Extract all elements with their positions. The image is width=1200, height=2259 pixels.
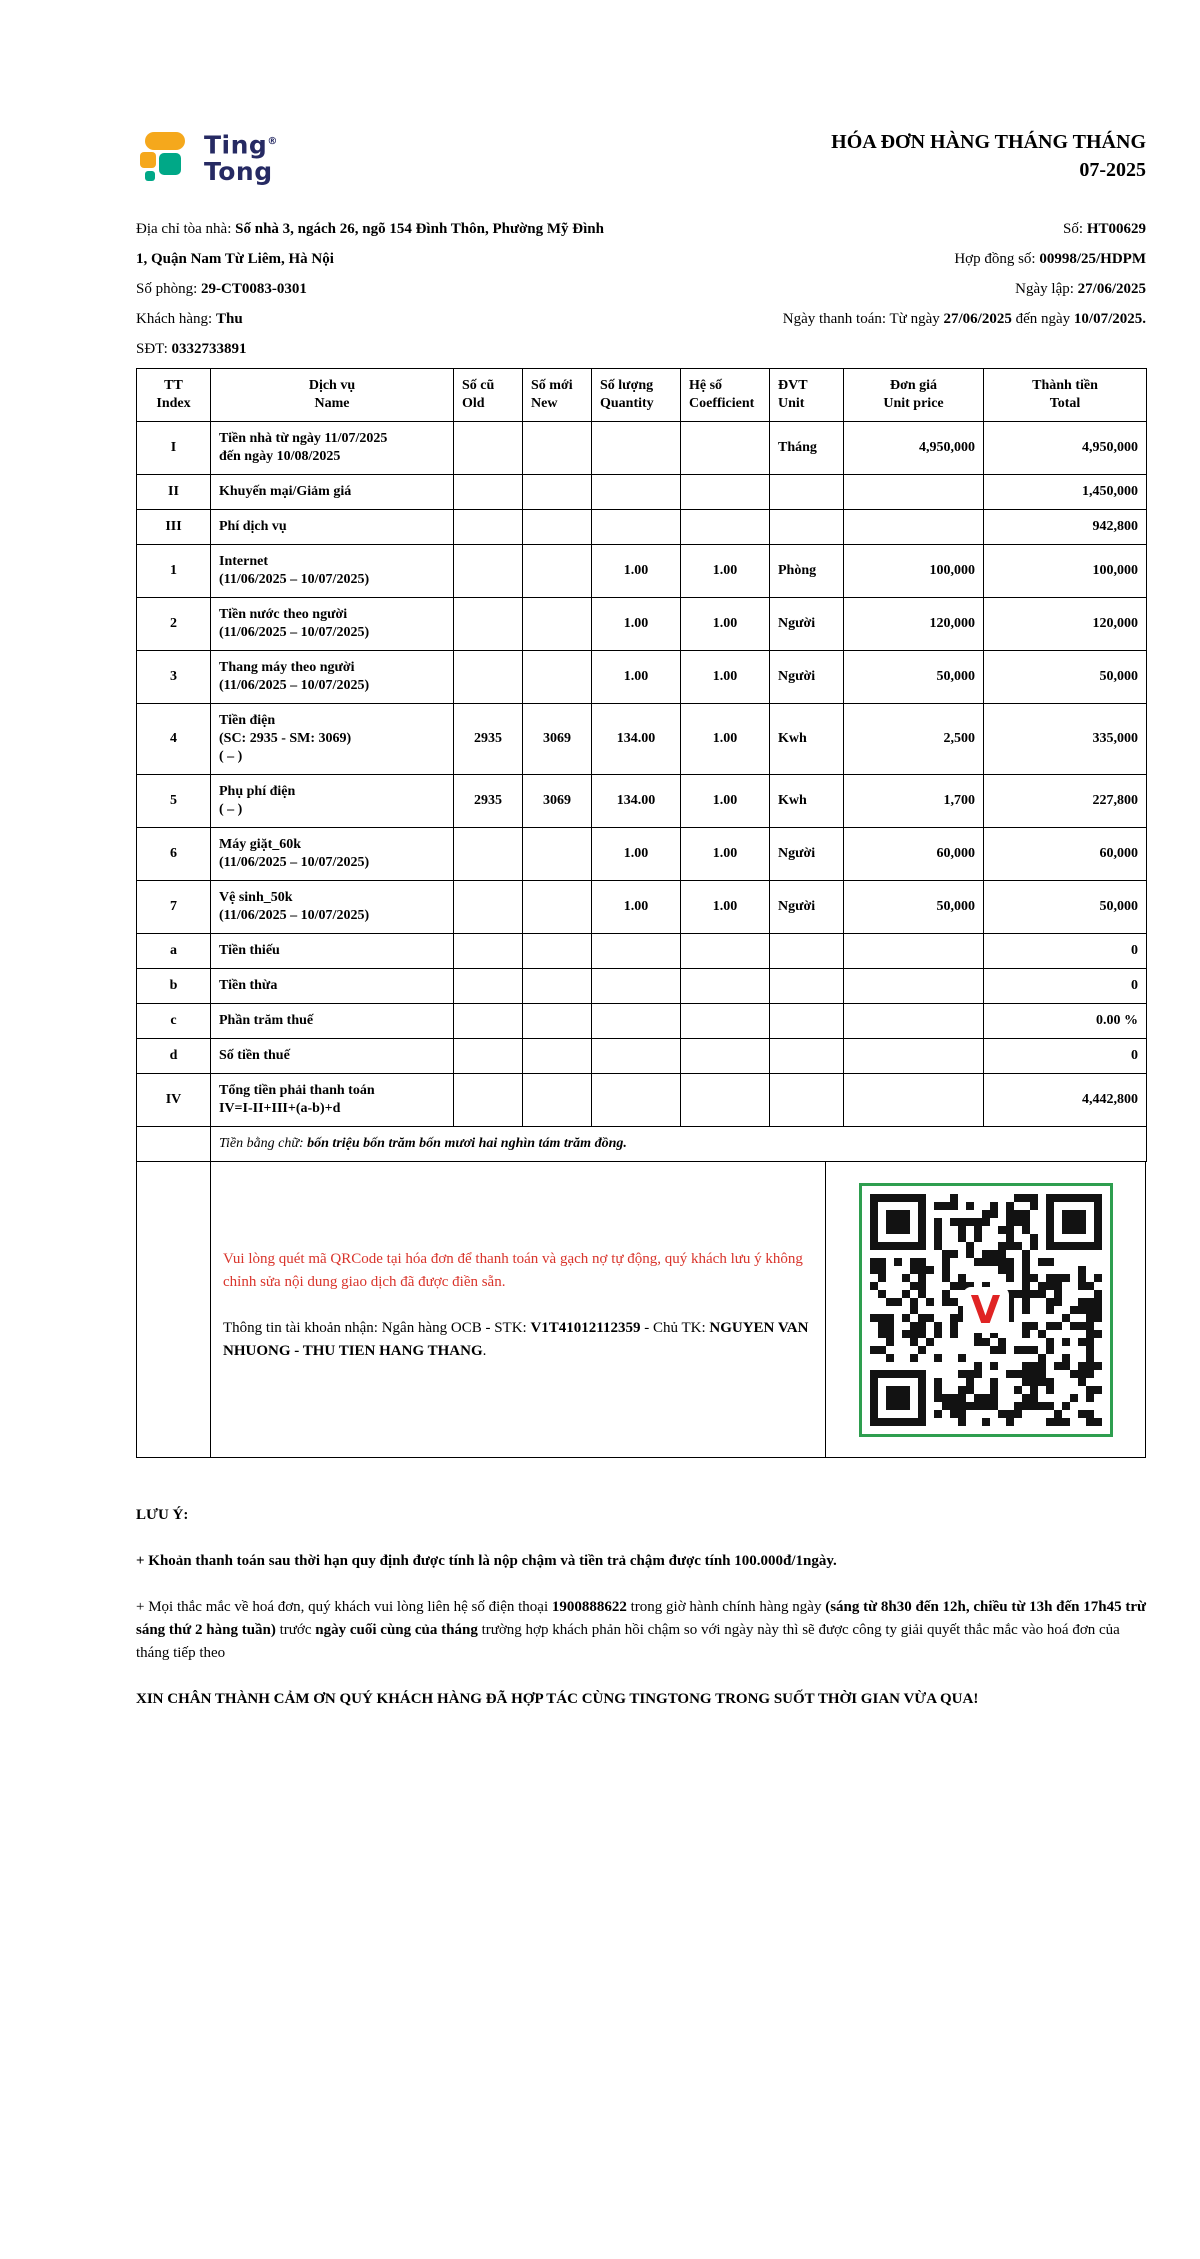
cell-unit: Phòng [770,545,844,598]
qr-cell [825,1162,1145,1457]
cell-coef: 1.00 [681,775,770,828]
cell-index: 5 [137,775,211,828]
cell-new [523,969,592,1004]
table-row [137,881,1147,934]
cell-new: 3069 [523,775,592,828]
cell-index: II [137,475,211,510]
cell-index: 1 [137,545,211,598]
cell-price [844,1074,984,1127]
column-header-total: Thành tiền Total [984,369,1147,422]
cell-qty [592,1039,681,1074]
cell-coef: 1.00 [681,598,770,651]
cell-new [523,545,592,598]
header [136,128,1146,186]
cell-index: a [137,934,211,969]
building-address: Địa chỉ tòa nhà: Số nhà 3, ngách 26, ngõ 154 Đình Thôn, Phường Mỹ Đình 1, Quận Nam Từ Liêm, Hà Nội [136,221,604,267]
cell-name: Thang máy theo người (11/06/2025 – 10/07/2025) [211,651,454,704]
cell-total: 120,000 [984,598,1147,651]
cell-total: 1,450,000 [984,475,1147,510]
tingtong-logo-icon [136,128,194,186]
cell-unit [770,1074,844,1127]
invoice-info [783,214,1146,364]
contact-note: + Mọi thắc mắc về hoá đơn, quý khách vui lòng liên hệ số điện thoại 1900888622 trong giờ hành chính hàng ngày (sáng từ 8h30 đến 12h, chiều từ 13h đến 17h45 trừ sáng thứ 2 hàng tuần) trước ngày cuối cùng của tháng trường hợp khách phản hồi chậm so với ngày này thì sẽ được công ty giải quyết thắc mắc vào hoá đơn của tháng tiếp theo [136,1599,1146,1661]
cell-unit: Tháng [770,422,844,475]
cell-coef [681,422,770,475]
table-row [137,598,1147,651]
cell-unit [770,510,844,545]
cell-qty: 1.00 [592,881,681,934]
cell-total: 50,000 [984,651,1147,704]
cell-unit [770,1004,844,1039]
cell-coef: 1.00 [681,704,770,775]
registered-mark: ® [267,136,278,148]
meta-info [136,214,1146,364]
room-number: Số phòng: 29-CT0083-0301 [136,281,307,297]
cell-price: 1,700 [844,775,984,828]
logo-text-ting: Ting® [204,130,278,160]
cell-qty: 134.00 [592,704,681,775]
cell-price [844,510,984,545]
cell-name: Tiền nước theo người (11/06/2025 – 10/07/2025) [211,598,454,651]
cell-new [523,651,592,704]
cell-name: Số tiền thuế [211,1039,454,1074]
notes-heading: LƯU Ý: [136,1507,189,1523]
cell-qty: 1.00 [592,598,681,651]
cell-price [844,969,984,1004]
cell-name: Phần trăm thuế [211,1004,454,1039]
cell-total: 4,950,000 [984,422,1147,475]
cell-price: 120,000 [844,598,984,651]
cell-old [454,510,523,545]
table-row [137,828,1147,881]
cell-qty: 1.00 [592,828,681,881]
cell-qty [592,1074,681,1127]
table-row [137,969,1147,1004]
cell-old [454,881,523,934]
table-row [137,422,1147,475]
customer-phone: SĐT: 0332733891 [136,341,247,357]
invoice-table [136,368,1147,1162]
cell-index: I [137,422,211,475]
cell-new [523,1039,592,1074]
cell-coef [681,510,770,545]
cell-price: 50,000 [844,651,984,704]
cell-name: Internet (11/06/2025 – 10/07/2025) [211,545,454,598]
cell-coef [681,1074,770,1127]
invoice-table-body [137,422,1147,1127]
cell-name: Phí dịch vụ [211,510,454,545]
logo-wordmark [204,129,278,184]
column-header-index: TT Index [137,369,211,422]
cell-qty [592,1004,681,1039]
cell-price: 2,500 [844,704,984,775]
cell-name: Tiền thừa [211,969,454,1004]
customer-name: Khách hàng: Thu [136,311,243,327]
cell-unit [770,475,844,510]
issue-date: Ngày lập: 27/06/2025 [1015,281,1146,297]
cell-qty [592,510,681,545]
cell-coef: 1.00 [681,828,770,881]
cell-name: Tiền điện (SC: 2935 - SM: 3069) ( – ) [211,704,454,775]
cell-unit: Người [770,598,844,651]
cell-price: 60,000 [844,828,984,881]
table-row [137,1039,1147,1074]
cell-qty [592,422,681,475]
cell-unit: Kwh [770,704,844,775]
column-header-new: Số mới New [523,369,592,422]
cell-old [454,1039,523,1074]
cell-unit [770,934,844,969]
cell-total: 335,000 [984,704,1147,775]
cell-name: Vệ sinh_50k (11/06/2025 – 10/07/2025) [211,881,454,934]
cell-price [844,1039,984,1074]
cell-new [523,1074,592,1127]
table-row [137,1004,1147,1039]
cell-coef [681,969,770,1004]
cell-price: 4,950,000 [844,422,984,475]
column-header-name: Dịch vụ Name [211,369,454,422]
cell-total: 0.00 % [984,1004,1147,1039]
cell-qty: 1.00 [592,651,681,704]
cell-qty: 134.00 [592,775,681,828]
cell-new [523,881,592,934]
column-header-price: Đơn giá Unit price [844,369,984,422]
table-row [137,510,1147,545]
table-row [137,545,1147,598]
cell-index [137,1127,211,1162]
cell-old [454,828,523,881]
cell-unit: Người [770,651,844,704]
cell-index: b [137,969,211,1004]
cell-unit [770,1039,844,1074]
cell-index: d [137,1039,211,1074]
cell-qty [592,969,681,1004]
cell-index: IV [137,1074,211,1127]
cell-coef [681,934,770,969]
cell-new [523,1004,592,1039]
contract-number: Hợp đồng số: 00998/25/HDPM [954,251,1146,267]
cell-old [454,475,523,510]
cell-price: 100,000 [844,545,984,598]
cell-total: 227,800 [984,775,1147,828]
qr-code [859,1183,1113,1437]
column-header-unit: ĐVT Unit [770,369,844,422]
table-row [137,475,1147,510]
late-payment-note: + Khoản thanh toán sau thời hạn quy định được tính là nộp chậm và tiền trả chậm được tính 100.000đ/1ngày. [136,1553,837,1569]
cell-name: Máy giặt_60k (11/06/2025 – 10/07/2025) [211,828,454,881]
table-row [137,651,1147,704]
cell-old [454,651,523,704]
invoice-title: HÓA ĐƠN HÀNG THÁNG THÁNG 07-2025 [831,131,1146,181]
cell-new [523,510,592,545]
qr-payment-note: Vui lòng quét mã QRCode tại hóa đơn để thanh toán và gạch nợ tự động, quý khách lưu ý không chỉnh sửa nội dung giao dịch đã được điền sẵn. [223,1251,803,1290]
cell-total: 0 [984,969,1147,1004]
payment-instructions [211,1162,825,1457]
invoice-number: Số: HT00629 [1063,221,1146,237]
cell-unit: Người [770,828,844,881]
cell-total: 0 [984,934,1147,969]
cell-old [454,1074,523,1127]
amount-in-words-row [137,1127,1147,1162]
payment-section [136,1161,1146,1458]
cell-new [523,475,592,510]
cell-price [844,934,984,969]
cell-unit: Kwh [770,775,844,828]
cell-coef: 1.00 [681,545,770,598]
cell-unit: Người [770,881,844,934]
cell-new [523,934,592,969]
cell-new [523,598,592,651]
cell-old: 2935 [454,775,523,828]
table-header-row [137,369,1147,422]
table-row [137,1074,1147,1127]
cell-price [844,475,984,510]
payment-section-index-cell [137,1162,211,1457]
cell-old [454,598,523,651]
notes [136,1504,1146,1711]
cell-new: 3069 [523,704,592,775]
payment-date-range: Ngày thanh toán: Từ ngày 27/06/2025 đến ngày 10/07/2025. [782,311,1146,327]
column-header-qty: Số lượng Quantity [592,369,681,422]
table-row [137,934,1147,969]
cell-index: 7 [137,881,211,934]
column-header-old: Số cũ Old [454,369,523,422]
cell-old [454,545,523,598]
table-row [137,704,1147,775]
cell-coef [681,475,770,510]
cell-old [454,1004,523,1039]
logo-text-tong: Tong [204,156,273,186]
cell-coef [681,1004,770,1039]
column-header-coef: Hệ số Coefficient [681,369,770,422]
cell-total: 100,000 [984,545,1147,598]
thank-you-note: XIN CHÂN THÀNH CẢM ƠN QUÝ KHÁCH HÀNG ĐÃ HỢP TÁC CÙNG TINGTONG TRONG SUỐT THỜI GIAN VỪA QUA! [136,1691,979,1707]
cell-name: Tiền thiếu [211,934,454,969]
cell-coef: 1.00 [681,881,770,934]
cell-total: 942,800 [984,510,1147,545]
cell-qty: 1.00 [592,545,681,598]
bank-account-info: Thông tin tài khoản nhận: Ngân hàng OCB - STK: V1T41012112359 - Chủ TK: NGUYEN VAN NHUONG - THU TIEN HANG THANG. [223,1320,809,1359]
cell-total: 0 [984,1039,1147,1074]
cell-name: Phụ phí điện ( – ) [211,775,454,828]
cell-total: 60,000 [984,828,1147,881]
cell-name: Tổng tiền phải thanh toán IV=I-II+III+(a-b)+d [211,1074,454,1127]
invoice-table-head [137,369,1147,422]
cell-index: 4 [137,704,211,775]
cell-coef: 1.00 [681,651,770,704]
cell-name: Khuyến mại/Giảm giá [211,475,454,510]
amount-in-words: Tiền bằng chữ: bốn triệu bốn trăm bốn mươi hai nghìn tám trăm đồng. [211,1127,1147,1162]
cell-index: c [137,1004,211,1039]
cell-price: 50,000 [844,881,984,934]
cell-new [523,422,592,475]
cell-total: 4,442,800 [984,1074,1147,1127]
cell-old: 2935 [454,704,523,775]
cell-old [454,422,523,475]
customer-info [136,214,606,364]
tingtong-logo [136,128,278,186]
cell-index: 6 [137,828,211,881]
cell-old [454,969,523,1004]
cell-total: 50,000 [984,881,1147,934]
table-row [137,775,1147,828]
cell-new [523,828,592,881]
cell-qty [592,934,681,969]
cell-name: Tiền nhà từ ngày 11/07/2025 đến ngày 10/08/2025 [211,422,454,475]
cell-old [454,934,523,969]
cell-index: 3 [137,651,211,704]
cell-index: 2 [137,598,211,651]
cell-index: III [137,510,211,545]
cell-price [844,1004,984,1039]
qr-center-logo-v: V [963,1287,1009,1333]
cell-qty [592,475,681,510]
cell-unit [770,969,844,1004]
cell-coef [681,1039,770,1074]
